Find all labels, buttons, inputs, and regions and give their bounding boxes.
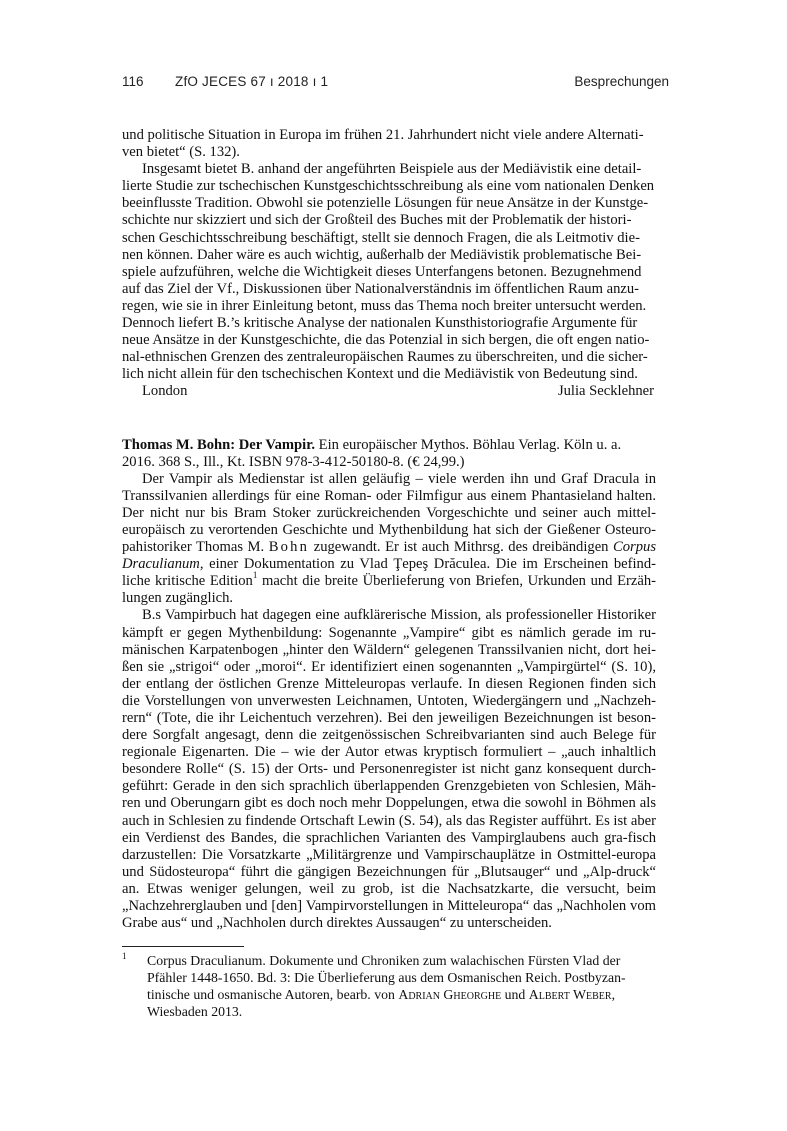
running-header <box>122 74 669 94</box>
author-name-spaced: Bohn <box>268 539 310 556</box>
review-paragraph-1: Der Vampir als Medienstar ist allen geläufig – viele werden ihn und Graf Dracula in Transsilvanien allerdings für eine Roman- oder Filmfigur aus einem Phantasieland halten. Der nicht nur bis Bram Stoker zurückreichenden Vorgeschichte und seiner auch mittel-europäisch zu verortenden Geschichte und Mythenbildung hat sich der Gießener Osteuro-pahistoriker Thomas M. Bohn zugewandt. Er ist auch Mithrsg. des dreibändigen Corpus Draculianum, einer Dokumentation zu Vlad Ţepeş Drăculea. Die im Erscheinen befind-liche kritische Edition$^1$ macht die breite Überlieferung von Briefen, Urkunden und Erzäh-lungen zugänglich. <box>122 470 657 607</box>
review-signature <box>122 383 656 400</box>
footnote-number: 1 <box>122 951 127 961</box>
previous-review-paragraph-1: und politische Situation in Europa im frühen 21. Jahrhundert nicht viele andere Alternati- ven bietet“ (S. 132). <box>122 127 644 161</box>
footnote-ref[interactable]: 1 <box>252 570 258 581</box>
footnote-text: Corpus Draculianum. Dokumente und Chroniken zum walachischen Fürsten Vlad der Pfähler 1448-1650. Bd. 3: Die Überlieferung aus dem Osmanischen Reich. Postbyzan-tinische und osmanische Autoren, bearb. von Adrian Gheorghe und Albert Weber, Wiesbaden 2013. <box>147 953 626 1019</box>
previous-review-end <box>122 127 656 401</box>
review-vampir <box>122 437 656 933</box>
article-body <box>122 127 656 932</box>
section-title: Besprechungen <box>574 74 669 89</box>
review-paragraph-2: B.s Vampirbuch hat dagegen eine aufklärerische Mission, als professioneller Historiker kämpft er gegen Mythenbildung: Sogenannte „Vampire“ gibt es nämlich gerade im ru-mänischen Karpatenbogen „hinter den Wäldern“ gelegenen Transsilvanien nicht, dort hei-ßen sie „strigoi“ oder „moroi“. Er identifiziert einen sogenannten „Vampirgürtel“ (S. 10), der entlang der östlichen Grenze Mitteleuropas verlaufe. In diesen Regionen finden sich die Vorstellungen von unverwesten Leichnamen, Untoten, Wiedergängern und „Nachzeh-rern“ (Tote, die ihr Leichentuch verzehren). Bei den jeweiligen Bezeichnungen ist beson-dere Sorgfalt angesagt, denn die zeitgenössischen Schreibvarianten sind auch Belege für regionale Eigenarten. Die – wie der Autor etwas kryptisch formuliert – „auch inhaltlich besondere Rolle“ (S. 15) der Orts- und Personenregister ist nicht ganz konsequent durch-geführt: Gerade in den sich sprachlich überlappenden Grenzgebieten von Schlesien, Mäh-ren und Oberungarn gibt es doch noch mehr Doppelungen, etwa die sowohl in Böhmen als auch in Schlesien zu findende Ortschaft Lewin (S. 54), als das Register aufführt. Es ist aber ein Verdienst des Bandes, die sprachlichen Varianten des Vampirglaubens auch gra-fisch darzustellen: Die Vorsatzkarte „Militärgrenze und Vampirschauplätze in Ostmittel-europa und Südosteuropa“ führt die gängigen Bezeichnungen für „Blutsauger“ und „Alp-druck“ an. Etwas weniger gelungen, weil zu grob, ist die Nachsatzkarte, die versucht, beim „Nachzehrerglauben und [den] Vampirvorstellungen in Mitteleuropa“ das „Nachholen vom Grabe aus“ und „Nachholen durch direktes Aussaugen“ zu unterscheiden. <box>122 607 656 932</box>
footnote-divider <box>122 946 244 947</box>
review-bibliography: Thomas M. Bohn: Der Vampir. Ein europäischer Mythos. Böhlau Verlag. Köln u. a. 2016. 368 S., Ill., Kt. ISBN 978-3-412-50180-8. (€ 24,99.) <box>122 436 622 470</box>
reviewer-city: London <box>142 383 188 400</box>
previous-review-paragraph-2: Insgesamt bietet B. anhand der angeführten Beispiele aus der Mediävistik eine detail- lierte Studie zur tschechischen Kunstgeschichtsschreibung als eine vom nationalen Denken beeinflusste Tradition. Obwohl sie potenzielle Lösungen für neue Ansätze in der Kunstge- schichte nur skizziert und sich der Großteil des Buches mit der Problematik der histori- schen Geschichtsschreibung beschäftigt, stellt sie dennoch Fragen, die als Leitmotiv die- nen können. Daher wäre es auch wichtig, außerhalb der Mediävistik problematische Bei- spiele aufzuführen, welche die Wichtigkeit dieses Unterfangens betonen. Bezugnehmend auf das Ziel der Vf., Diskussionen über Nationalverständnis im öffentlichen Raum anzu- regen, wie sie in ihrer Einleitung betont, muss das Thema noch breiter untersucht werden. Dennoch liefert B.’s kritische Analyse der nationalen Kunsthistoriografie Argumente für neue Ansätze in der Kunstgeschichte, die das Potenzial in sich bergen, die oft engen natio- nal-ethnischen Grenzen des zentraleuropäischen Raumes zu überschreiten, und die sicher- lich nicht allein für den tschechischen Kontext und die Mediävistik von Bedeutung sind. <box>122 161 655 383</box>
review-book-title: Thomas M. Bohn: Der Vampir. <box>122 436 315 453</box>
reviewer-name: Julia Secklehner <box>557 383 654 400</box>
journal-title: ZfO JECES 67 ı 2018 ı 1 <box>175 74 329 89</box>
page-number: 116 <box>122 74 144 89</box>
corpus-title: Corpus Draculianum <box>122 539 657 573</box>
footnote <box>122 952 656 1020</box>
